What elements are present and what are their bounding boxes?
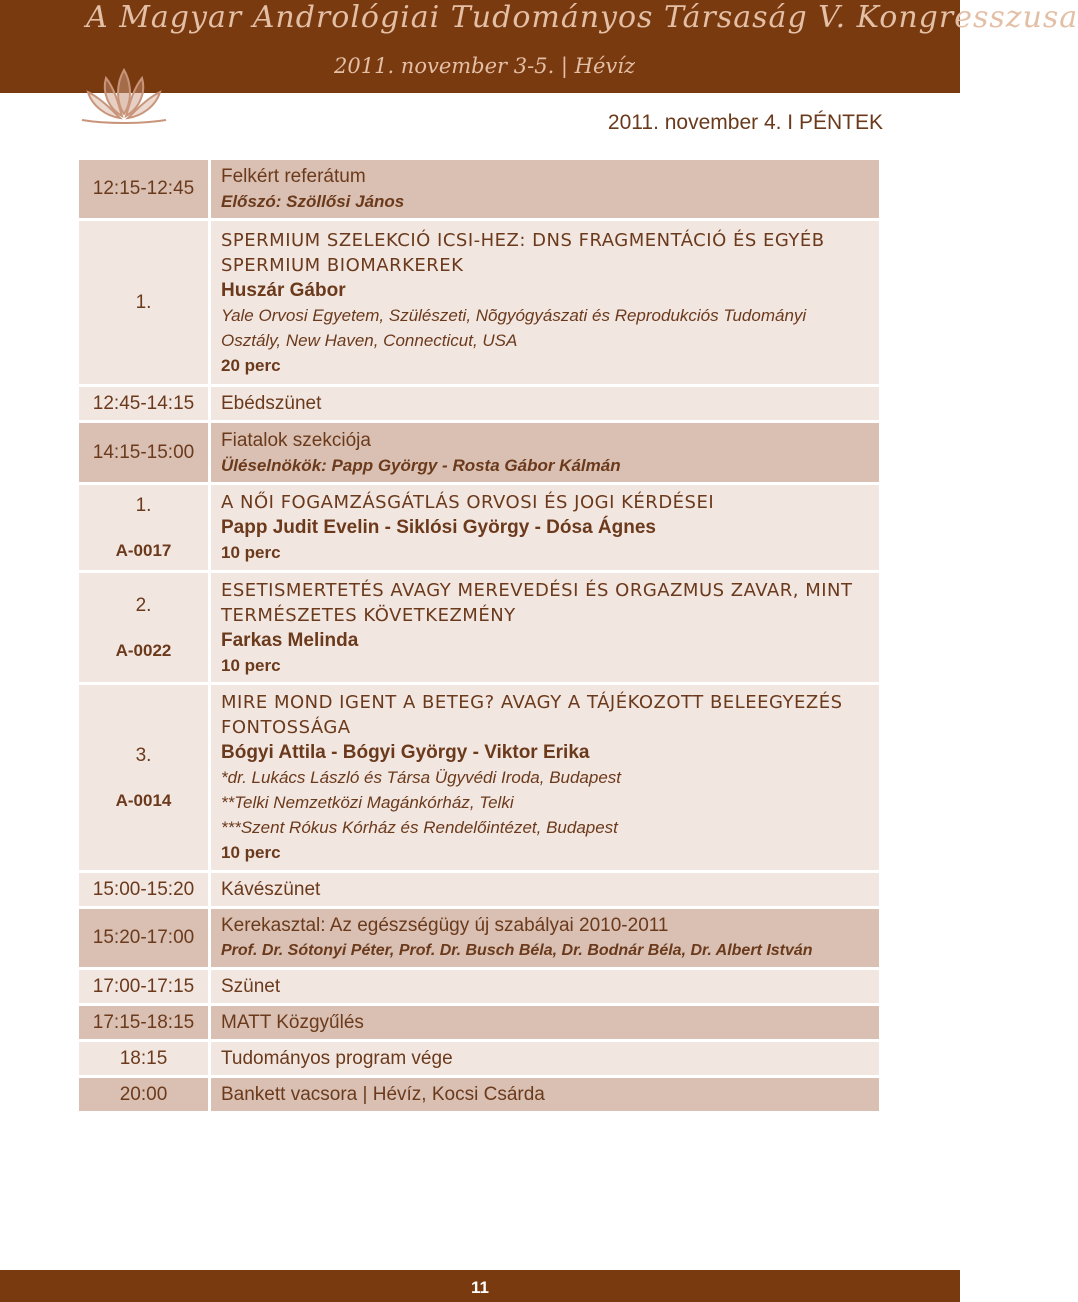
abstract-code: A-0022	[115, 640, 172, 660]
talk-authors: Bógyi Attila - Bógyi György - Viktor Erika	[221, 742, 590, 763]
page-footer	[0, 1270, 960, 1302]
time-cell: 15:00-15:20	[79, 873, 211, 909]
schedule-table	[79, 160, 882, 1114]
schedule-row	[79, 970, 882, 1006]
schedule-row	[79, 1006, 882, 1042]
talk-number-cell	[79, 685, 211, 873]
session-cell: Tudományos program vége	[211, 1042, 882, 1078]
session-chair: Üléselnökök: Papp György - Rosta Gábor Kálmán	[221, 455, 621, 475]
talk-number: 1.	[135, 494, 152, 516]
talk-affiliation: **Telki Nemzetközi Magánkórház, Telki	[221, 793, 514, 812]
abstract-code: A-0014	[115, 790, 172, 810]
talk-authors: Papp Judit Evelin - Siklósi György - Dósa Ágnes	[221, 517, 656, 538]
session-title: Felkért referátum	[221, 166, 366, 187]
schedule-row	[79, 485, 882, 573]
schedule-row	[79, 1078, 882, 1114]
session-chair: Előszó: Szöllősi János	[221, 192, 405, 211]
talk-duration: 20 perc	[221, 355, 281, 375]
session-title: Kerekasztal: Az egészségügy új szabályai 2010-2011	[221, 915, 669, 936]
schedule-row	[79, 873, 882, 909]
talk-duration: 10 perc	[221, 655, 281, 675]
talk-number: 3.	[135, 744, 152, 766]
talk-title: A NŐI FOGAMZÁSGÁTLÁS ORVOSI ÉS JOGI KÉRDÉSEI	[221, 492, 715, 513]
time-cell: 17:00-17:15	[79, 970, 211, 1006]
talk-cell	[211, 685, 882, 873]
schedule-row	[79, 387, 882, 423]
talk-number-cell	[79, 485, 211, 573]
schedule-row	[79, 909, 882, 970]
time-cell: 15:20-17:00	[79, 909, 211, 970]
abstract-code: A-0017	[115, 540, 172, 560]
day-label: 2011. november 4. I PÉNTEK	[607, 111, 883, 134]
talk-authors: Huszár Gábor	[221, 279, 346, 301]
session-cell	[211, 423, 882, 485]
schedule-row	[79, 685, 882, 873]
talk-cell	[211, 573, 882, 685]
schedule-row	[79, 573, 882, 685]
session-cell: Ebédszünet	[211, 387, 882, 423]
page-header	[0, 0, 1078, 93]
time-cell: 12:45-14:15	[79, 387, 211, 423]
time-cell: 18:15	[79, 1042, 211, 1078]
talk-authors: Farkas Melinda	[221, 629, 359, 651]
session-cell: MATT Közgyűlés	[211, 1006, 882, 1042]
schedule-row	[79, 1042, 882, 1078]
talk-duration: 10 perc	[221, 843, 281, 862]
schedule-row	[79, 221, 882, 387]
time-cell: 17:15-18:15	[79, 1006, 211, 1042]
time-cell: 12:15-12:45	[79, 160, 211, 221]
congress-title: A Magyar Andrológiai Tudományos Társaság V. Kongresszusa	[86, 0, 1078, 35]
session-cell	[211, 160, 882, 221]
time-cell: 20:00	[79, 1078, 211, 1114]
schedule-row	[79, 423, 882, 485]
session-cell: Szünet	[211, 970, 882, 1006]
talk-affiliation: Yale Orvosi Egyetem, Szülészeti, Nõgyógyászati és Reprodukciós Tudományi Osztály, New Haven, Connecticut, USA	[221, 305, 807, 350]
session-chair: Prof. Dr. Sótonyi Péter, Prof. Dr. Busch Béla, Dr. Bodnár Béla, Dr. Albert István	[221, 942, 813, 959]
talk-title: MIRE MOND IGENT A BETEG? AVAGY A TÁJÉKOZOTT BELEEGYEZÉS FONTOSSÁGA	[221, 692, 843, 738]
talk-number-cell	[79, 221, 211, 387]
schedule-row	[79, 160, 882, 221]
talk-title: SPERMIUM SZELEKCIÓ ICSI-HEZ: DNS FRAGMENTÁCIÓ ÉS EGYÉB SPERMIUM BIOMARKEREK	[221, 229, 825, 276]
talk-title: ESETISMERTETÉS AVAGY MEREVEDÉSI ÉS ORGAZMUS ZAVAR, MINT TERMÉSZETES KÖVETKEZMÉNY	[221, 579, 853, 626]
time-cell: 14:15-15:00	[79, 423, 211, 485]
talk-affiliation: *dr. Lukács László és Társa Ügyvédi Iroda, Budapest	[221, 768, 622, 787]
session-cell: Bankett vacsora | Hévíz, Kocsi Csárda	[211, 1078, 882, 1114]
talk-duration: 10 perc	[221, 543, 281, 562]
congress-date: 2011. november 3-5. | Hévíz	[334, 54, 636, 78]
talk-cell	[211, 221, 882, 387]
session-title: Fiatalok szekciója	[221, 429, 371, 451]
lotus-logo-icon	[76, 62, 172, 126]
page-number: 11	[471, 1278, 489, 1297]
session-cell: Kávészünet	[211, 873, 882, 909]
talk-number-cell	[79, 573, 211, 685]
talk-number: 1.	[135, 291, 152, 313]
session-cell	[211, 909, 882, 970]
talk-affiliation: ***Szent Rókus Kórház és Rendelőintézet, Budapest	[221, 818, 618, 837]
talk-number: 2.	[135, 594, 152, 616]
talk-cell	[211, 485, 882, 573]
